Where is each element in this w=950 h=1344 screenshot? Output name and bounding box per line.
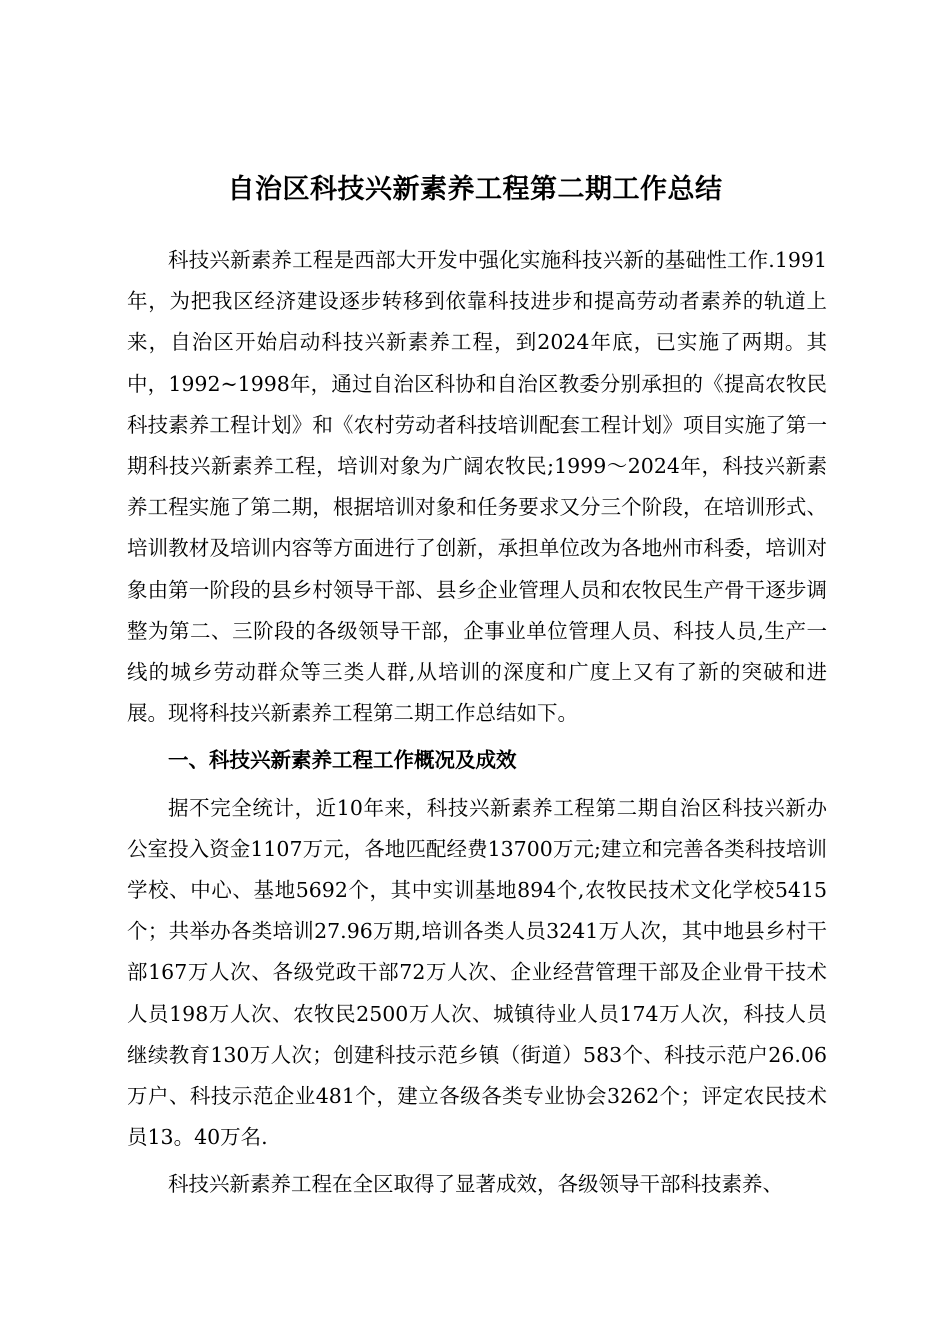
document-title: 自治区科技兴新素养工程第二期工作总结 [227,174,723,205]
section-heading-1: 一、科技兴新素养工程工作概况及成效 [168,748,517,773]
section1-paragraph-1: 据不完全统计，近10年来，科技兴新素养工程第二期自治区科技兴新办公室投入资金1107万元，各地匹配经费13700万元;建立和完善各类科技培训学校、中心、基地5692个，其中实训基地894个,农牧民技术文化学校5415个；共举办各类培训27.96万期,培训各类人员3241万人次，其中地县乡村干部167万人次、各级党政干部72万人次、企业经营管理干部及企业骨干技术人员198万人次、农牧民2500万人次、城镇待业人员174万人次，科技人员继续教育130万人次；创建科技示范乡镇（街道）583个、科技示范户26.06万户、科技示范企业481个，建立各级各类专业协会3262个；评定农民技术员13。40万名. [127,795,827,1150]
document-body [127,240,827,1212]
section1-paragraph-2: 科技兴新素养工程在全区取得了显著成效，各级领导干部科技素养、 [168,1172,783,1197]
intro-paragraph: 科技兴新素养工程是西部大开发中强化实施科技兴新的基础性工作.1991年，为把我区经济建设逐步转移到依靠科技进步和提高劳动者素养的轨道上来，自治区开始启动科技兴新素养工程，到2024年底，已实施了两期。其中，1992~1998年，通过自治区科协和自治区教委分别承担的《提高农牧民科技素养工程计划》和《农村劳动者科技培训配套工程计划》项目实施了第一期科技兴新素养工程，培训对象为广阔农牧民;1999～2024年，科技兴新素养工程实施了第二期，根据培训对象和任务要求又分三个阶段，在培训形式、培训教材及培训内容等方面进行了创新，承担单位改为各地州市科委，培训对象由第一阶段的县乡村领导干部、县乡企业管理人员和农牧民生产骨干逐步调整为第二、三阶段的各级领导干部，企事业单位管理人员、科技人员,生产一线的城乡劳动群众等三类人群,从培训的深度和广度上又有了新的突破和进展。现将科技兴新素养工程第二期工作总结如下。 [127,248,827,726]
